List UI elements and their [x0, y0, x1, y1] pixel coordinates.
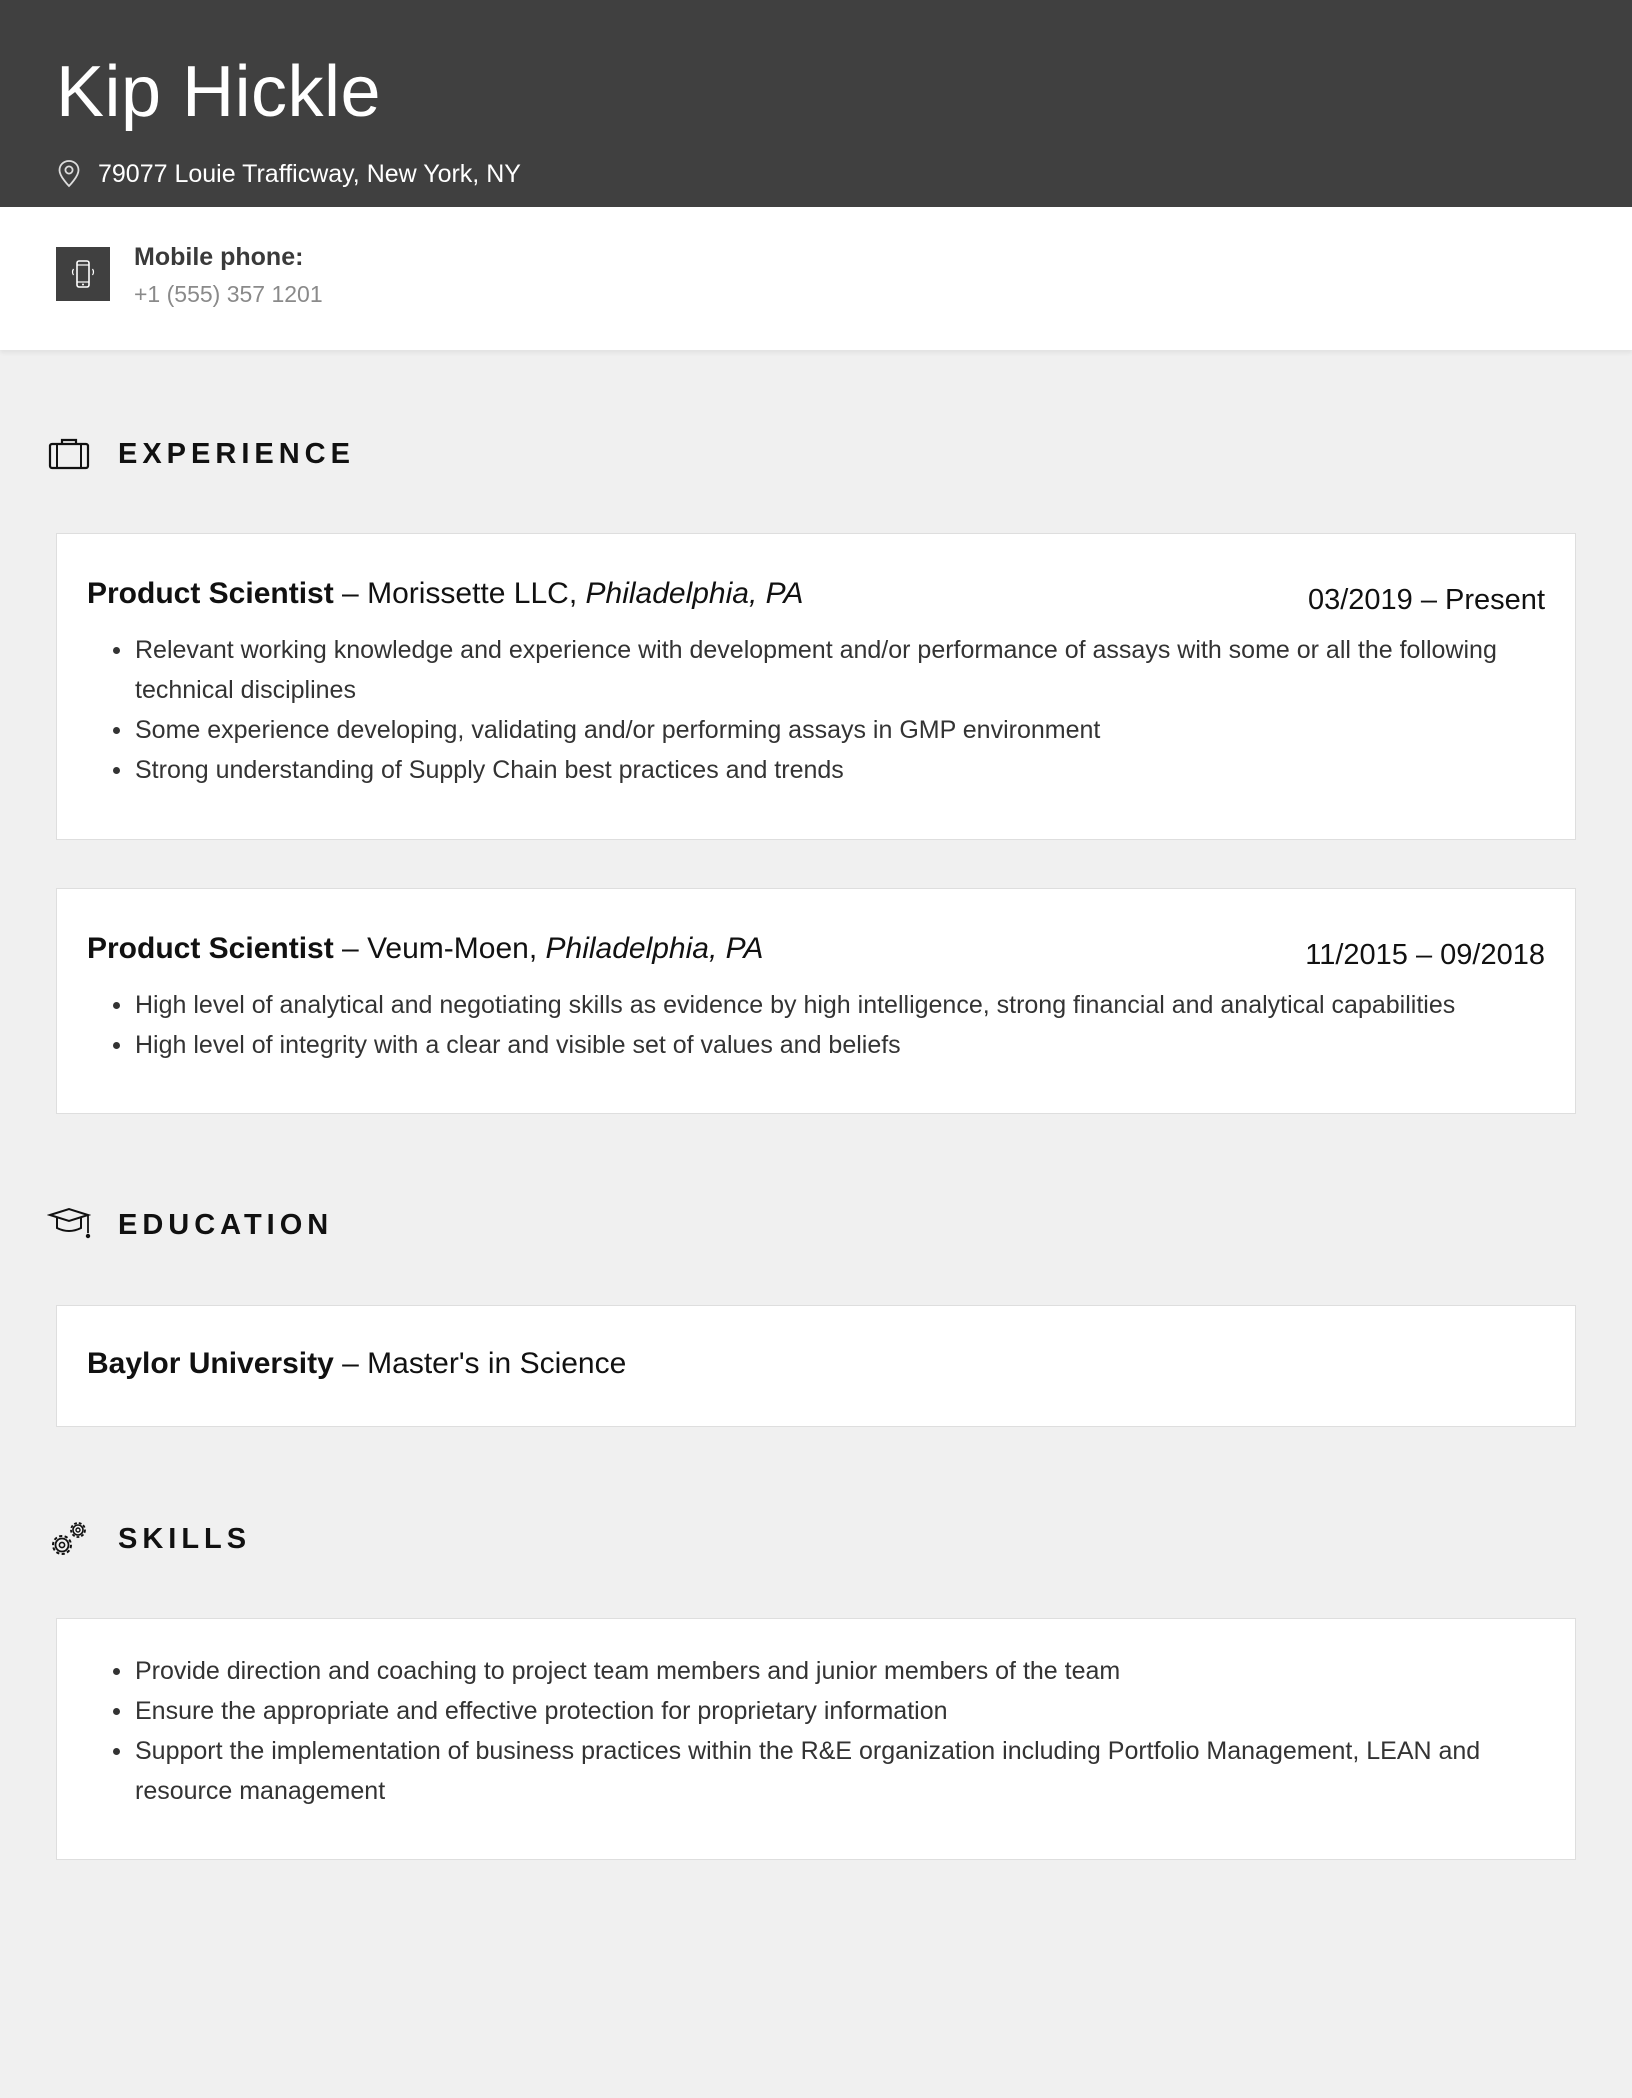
list-item: Strong understanding of Supply Chain best practices and trends — [87, 750, 1545, 790]
list-item: Provide direction and coaching to project team members and junior members of the team — [87, 1651, 1545, 1691]
candidate-name: Kip Hickle — [56, 52, 382, 132]
skills-title: SKILLS — [118, 1522, 252, 1555]
skills-heading — [46, 1519, 251, 1559]
job-dates: 03/2019 – Present — [1307, 584, 1545, 616]
list-item: Support the implementation of business practices within the R&E organization including Portfolio Management, LEAN and resource management — [87, 1731, 1545, 1811]
skills-list — [87, 1651, 1545, 1811]
list-item: Some experience developing, validating and/or performing assays in GMP environment — [87, 710, 1545, 750]
job-dates: 11/2015 – 09/2018 — [1305, 939, 1545, 971]
job-title: Product Scientist — [87, 577, 334, 610]
degree: Master's in Science — [367, 1347, 627, 1380]
job-title: Product Scientist — [87, 932, 334, 965]
separator: – — [333, 1347, 368, 1380]
experience-card-2 — [56, 888, 1576, 1114]
list-item: Ensure the appropriate and effective protection for proprietary information — [87, 1691, 1545, 1731]
experience-card-1 — [56, 533, 1576, 840]
gears-icon — [47, 1518, 91, 1560]
experience-heading — [46, 434, 355, 474]
mobile-phone-icon — [66, 257, 100, 291]
address-text: 79077 Louie Trafficway, New York, NY — [98, 160, 521, 188]
education-card — [56, 1305, 1576, 1427]
skills-card — [56, 1618, 1576, 1860]
education-heading — [46, 1205, 333, 1245]
job-title-line: Product Scientist – Morissette LLC, Philadelphia, PA — [87, 577, 804, 610]
phone-label: Mobile phone: — [134, 243, 304, 271]
job-title-line: Product Scientist – Veum-Moen, Philadelphia, PA — [87, 932, 764, 965]
school-name: Baylor University — [87, 1347, 334, 1380]
list-item: Relevant working knowledge and experience with development and/or performance of assays with some or all the following technical disciplines — [87, 630, 1545, 710]
education-line — [87, 1344, 626, 1384]
separator: – — [333, 577, 368, 610]
address-row — [56, 158, 521, 190]
separator: – — [333, 932, 368, 965]
list-item: High level of analytical and negotiating skills as evidence by high intelligence, strong financial and analytical capabilities — [87, 985, 1545, 1025]
location-pin-icon — [56, 159, 82, 189]
phone-icon-box — [56, 247, 110, 301]
job-bullets — [87, 630, 1545, 790]
company-name: Veum-Moen — [367, 932, 529, 965]
resume-header — [0, 0, 1632, 207]
experience-title: EXPERIENCE — [118, 437, 355, 470]
contact-strip — [0, 207, 1632, 350]
education-title: EDUCATION — [118, 1208, 334, 1241]
job-location: Philadelphia, PA — [585, 577, 804, 610]
phone-number[interactable]: +1 (555) 357 1201 — [134, 281, 323, 307]
job-bullets — [87, 985, 1545, 1065]
company-name: Morissette LLC — [367, 577, 569, 610]
list-item: High level of integrity with a clear and visible set of values and beliefs — [87, 1025, 1545, 1065]
job-location: Philadelphia, PA — [545, 932, 764, 965]
briefcase-icon — [47, 437, 91, 471]
graduation-cap-icon — [47, 1206, 91, 1244]
